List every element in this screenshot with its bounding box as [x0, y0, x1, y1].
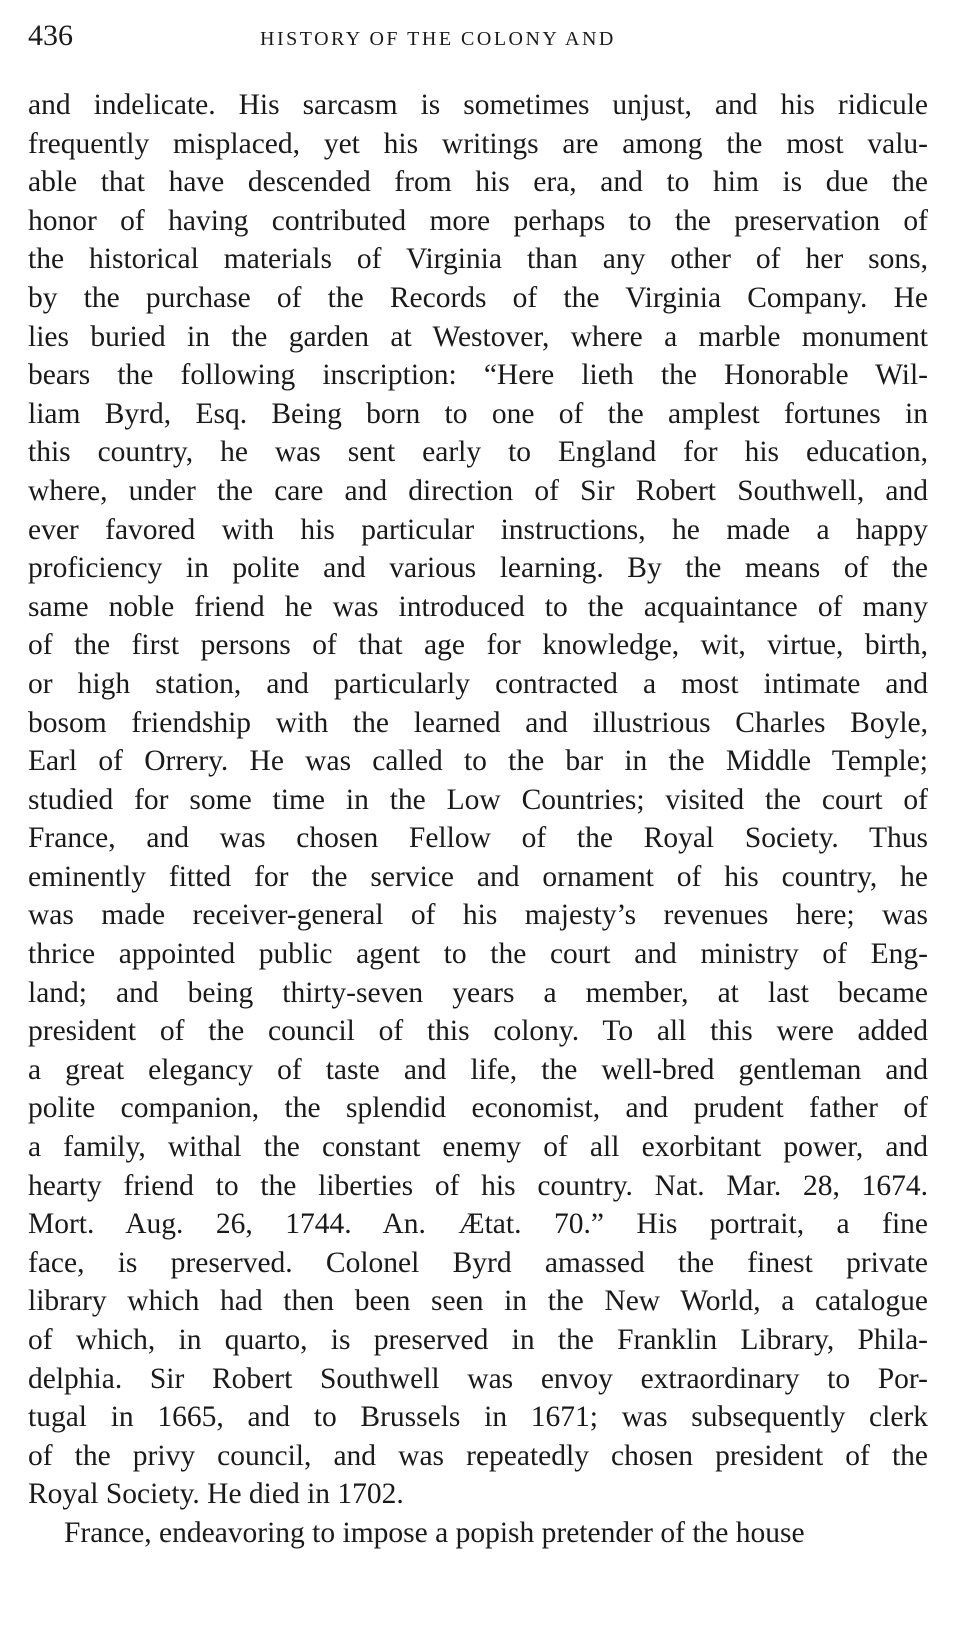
text-line: bosom friendship with the learned and illustrious Charles Boyle, — [28, 706, 928, 739]
text-line: a family, withal the constant enemy of all exorbitant power, and — [28, 1131, 928, 1164]
text-line: France, and was chosen Fellow of the Royal Society. Thus — [28, 822, 928, 855]
text-line: liam Byrd, Esq. Being born to one of the amplest fortunes in — [28, 397, 928, 430]
text-line: studied for some time in the Low Countries; visited the court of — [28, 783, 928, 816]
text-line: a great elegancy of taste and life, the well-bred gentleman and — [28, 1053, 928, 1086]
text-line: Royal Society. He died in 1702. — [28, 1478, 404, 1511]
text-line: same noble friend he was introduced to the acquaintance of many — [28, 590, 928, 623]
text-line: lies buried in the garden at Westover, where a marble monument — [28, 320, 928, 353]
text-line: able that have descended from his era, and to him is due the — [28, 166, 928, 199]
text-line: of which, in quarto, is preserved in the Franklin Library, Phila- — [28, 1324, 928, 1356]
text-line: eminently fitted for the service and ornament of his country, he — [28, 860, 928, 893]
page-number: 436 — [28, 19, 73, 52]
text-line: frequently misplaced, yet his writings are among the most valu- — [28, 127, 928, 160]
paragraph-start-line: France, endeavoring to impose a popish pretender of the house — [64, 1516, 805, 1549]
text-line: of the privy council, and was repeatedly chosen president of the — [28, 1439, 928, 1472]
text-line: the historical materials of Virginia than any other of her sons, — [28, 243, 928, 276]
text-line: delphia. Sir Robert Southwell was envoy extraordinary to Por- — [28, 1362, 928, 1395]
text-line: Mort. Aug. 26, 1744. An. Ætat. 70.” His portrait, a fine — [28, 1208, 928, 1241]
text-line: or high station, and particularly contracted a most intimate and — [28, 667, 928, 700]
text-line: polite companion, the splendid economist, and prudent father of — [28, 1092, 928, 1125]
text-line: president of the council of this colony. To all this were added — [28, 1015, 928, 1048]
text-line: library which had then been seen in the New World, a catalogue — [28, 1285, 928, 1318]
text-line: bears the following inscription: “Here lieth the Honorable Wil- — [28, 359, 928, 392]
text-line: and indelicate. His sarcasm is sometimes unjust, and his ridicule — [28, 89, 928, 121]
text-line: by the purchase of the Records of the Virginia Company. He — [28, 281, 928, 314]
text-line: proficiency in polite and various learning. By the means of the — [28, 552, 928, 585]
text-line: hearty friend to the liberties of his country. Nat. Mar. 28, 1674. — [28, 1169, 928, 1202]
body-text — [28, 86, 928, 1553]
text-line: tugal in 1665, and to Brussels in 1671; was subsequently clerk — [28, 1401, 928, 1434]
text-line: Earl of Orrery. He was called to the bar in the Middle Temple; — [28, 745, 928, 778]
page-header — [28, 14, 928, 58]
text-line: of the first persons of that age for knowledge, wit, virtue, birth, — [28, 629, 928, 662]
text-line: thrice appointed public agent to the court and ministry of Eng- — [28, 938, 928, 971]
text-line: this country, he was sent early to England for his education, — [28, 436, 928, 469]
text-line: land; and being thirty-seven years a member, at last became — [28, 976, 928, 1009]
text-line: where, under the care and direction of Sir Robert Southwell, and — [28, 474, 928, 507]
running-head: HISTORY OF THE COLONY AND — [260, 28, 616, 50]
text-line: honor of having contributed more perhaps to the preservation of — [28, 204, 928, 237]
text-line: was made receiver-general of his majesty’s revenues here; was — [28, 899, 928, 932]
text-line: ever favored with his particular instructions, he made a happy — [28, 513, 928, 546]
text-line: face, is preserved. Colonel Byrd amassed the finest private — [28, 1246, 928, 1279]
